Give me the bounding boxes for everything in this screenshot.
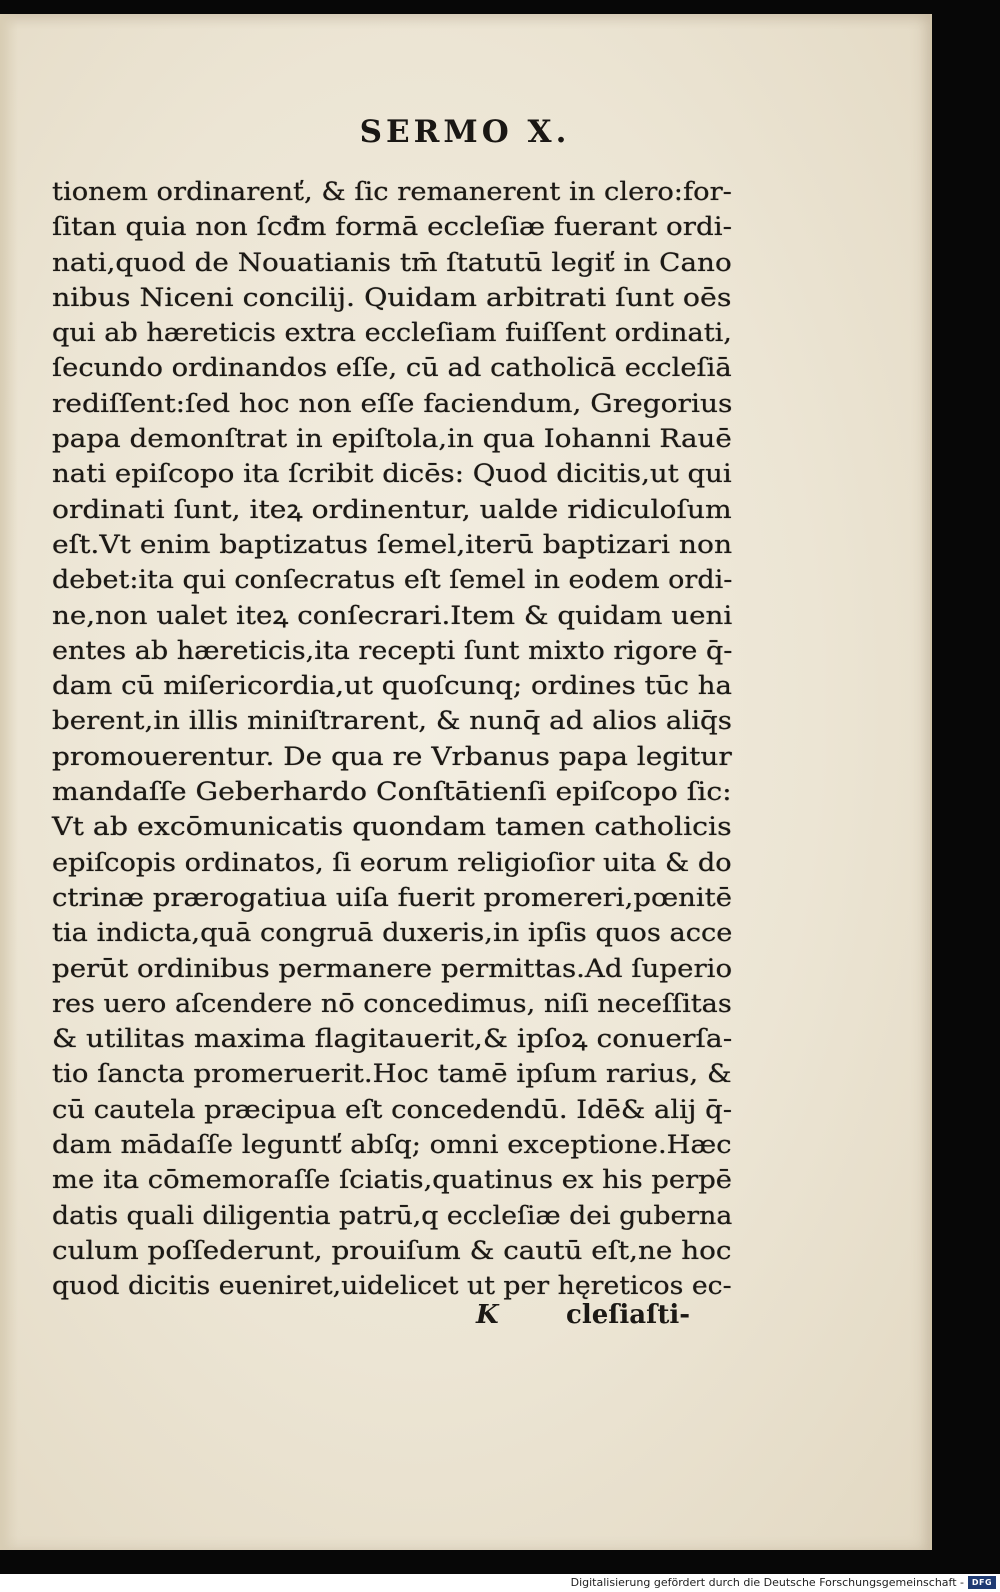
text-line: rediſſent:ſed hoc non eſſe faciendum, Gregorius (52, 388, 733, 418)
footer-bar (0, 1574, 1000, 1592)
text-line: debet:ita qui conſecratus eſt ſemel in eodem ordi- (52, 565, 733, 595)
text-line: ordinati ſunt, iteꝝ ordinentur, ualde ridiculoſum (52, 494, 732, 524)
text-line: nibus Niceni concilij. Quidam arbitrati ſunt oēs (52, 282, 732, 312)
text-line: mandaſſe Geberhardo Conſtātienſi epiſcopo ſic: (52, 777, 732, 807)
signature-mark: K (476, 1300, 499, 1330)
text-line: tia indicta,quā congruā duxeris,in ipſis quos acce (52, 918, 733, 948)
text-line: quod dicitis eueniret,uidelicet ut per hęreticos ec- (52, 1271, 732, 1301)
text-line: Vt ab excōmunicatis quondam tamen catholicis (52, 812, 732, 842)
text-line: & utilitas maxima flagitauerit,& ipſoꝝ conuerſa- (52, 1024, 733, 1054)
text-line: nati,quod de Nouatianis tm̄ ſtatutū legiť in Cano (52, 247, 732, 277)
text-line: ſecundo ordinandos eſſe, cū ad catholicā eccleſiā (52, 353, 732, 383)
text-line: dam mādaſſe leguntť abſq; omni exceptione.Hæc (52, 1130, 732, 1160)
text-line: me ita cōmemoraſſe ſciatis,quatinus ex his perpē (52, 1165, 733, 1195)
text-line: qui ab hæreticis extra eccleſiam fuiſſent ordinati, (52, 318, 732, 348)
text-line: ctrinæ prærogatiua uiſa fuerit promereri,pœnitē (52, 882, 733, 912)
text-line: eſt.Vt enim baptizatus ſemel,iterū baptizari non (52, 529, 733, 559)
text-line: perūt ordinibus permanere permittas.Ad ſuperio (52, 953, 733, 983)
running-head: SERMO X. (359, 114, 571, 150)
text-line: ne,non ualet iteꝝ conſecrari.Item & quidam ueni (52, 600, 733, 630)
text-line: epiſcopis ordinatos, ſi eorum religioſior uita & do (52, 847, 732, 877)
text-line: cū cautela præcipua eſt concedendū. Idē& alij q̄- (52, 1094, 732, 1124)
body-text (52, 174, 732, 1304)
text-line: datis quali diligentia patrū,q eccleſiæ dei guberna (52, 1200, 733, 1230)
dfg-logo: DFG (968, 1576, 996, 1589)
page-gutter-shadow (0, 14, 18, 1550)
footer-credit: Digitalisierung gefördert durch die Deutsche Forschungsgemeinschaft - (570, 1576, 964, 1589)
text-line: papa demonſtrat in epiſtola,in qua Iohanni Rauē (52, 424, 732, 454)
text-line: dam cū miſericordia,ut quoſcunq; ordines tūc ha (52, 671, 733, 701)
text-line: berent,in illis miniſtrarent, & nunq̄ ad alios aliq̄s (52, 706, 732, 736)
text-line: entes ab hæreticis,ita recepti ſunt mixto rigore q̄- (52, 635, 733, 665)
book-page (0, 14, 932, 1550)
text-line: tionem ordinarenť, & ſic remanerent in clero:for- (52, 177, 732, 206)
text-line: ſitan quia non ſcđm formā eccleſiæ fuerant ordi- (52, 212, 732, 242)
text-line: tio ſancta promeruerit.Hoc tamē ipſum rarius, & (52, 1059, 732, 1089)
text-line: res uero aſcendere nō concedimus, niſi neceſſitas (52, 988, 732, 1018)
text-line: promouerentur. De qua re Vrbanus papa legitur (52, 741, 732, 771)
text-line: culum poſſederunt, prouiſum & cautū eſt,ne hoc (52, 1235, 732, 1265)
text-line: nati epiſcopo ita ſcribit dicēs: Quod dicitis,ut qui (52, 459, 732, 489)
catchword: cleſiaſti- (566, 1300, 691, 1330)
